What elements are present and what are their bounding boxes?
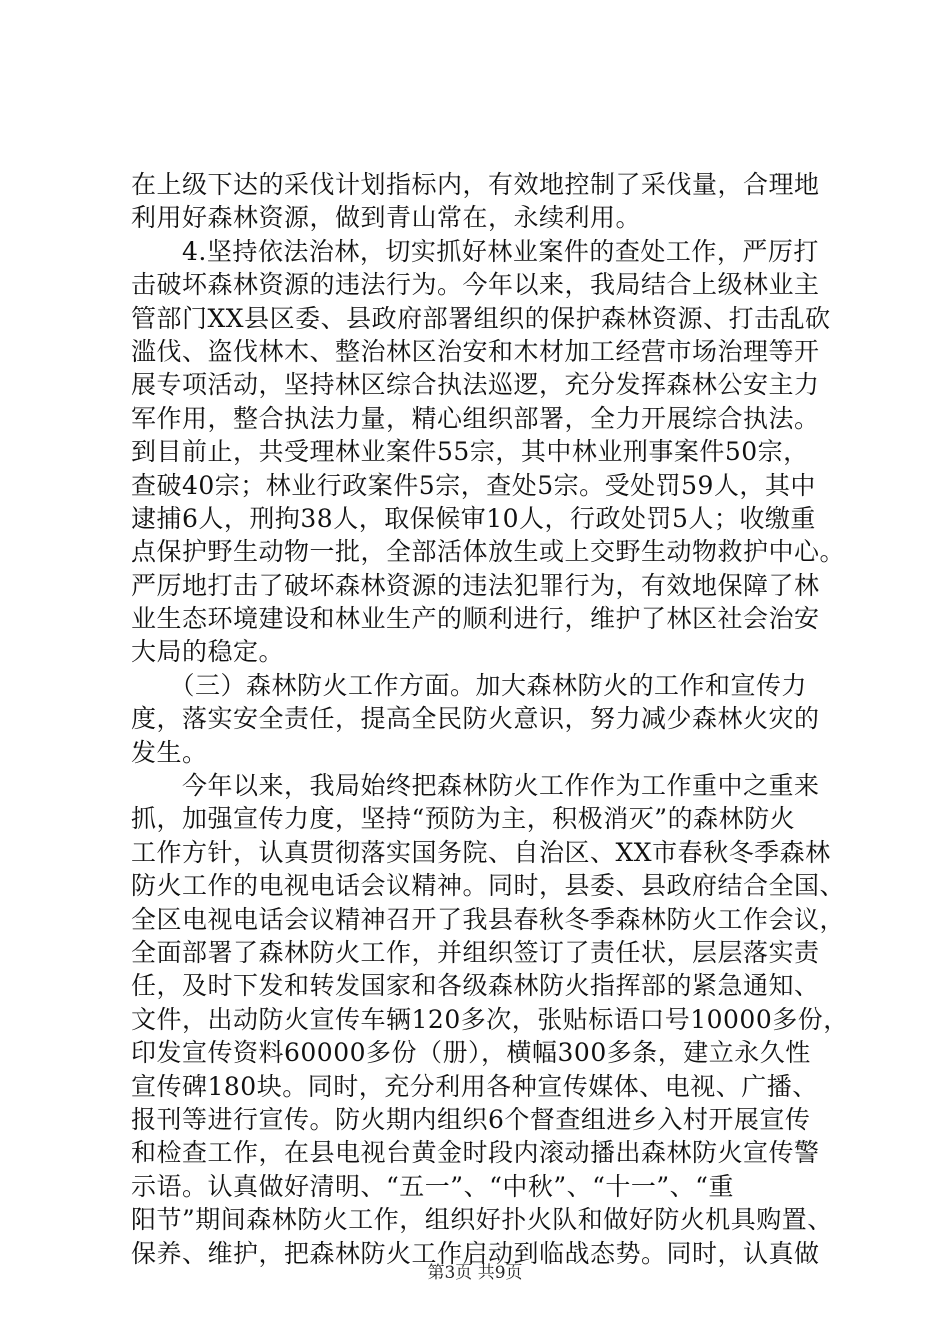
text-line: 大局的稳定。 [131,637,285,667]
text-line: 印发宣传资料60000多份（册），横幅300多条，建立永久性 [131,1038,811,1068]
text-line: 任，及时下发和转发国家和各级森林防火指挥部的紧急通知、 [131,971,820,1001]
text-line: 击破坏森林资源的违法行为。今年以来，我局结合上级林业主 [131,270,820,300]
text-line: 利用好森林资源，做到青山常在，永续利用。 [131,203,642,233]
page-footer [0,1262,950,1284]
text-line: 工作方针，认真贯彻落实国务院、自治区、XX市春秋冬季森林 [131,837,831,867]
text-line: 度，落实安全责任，提高全民防火意识，努力减少森林火灾的 [131,704,820,734]
text-line: 逮捕6人，刑拘38人，取保候审10人，行政处罚5人；收缴重 [131,503,816,533]
text-line: 抓，加强宣传力度，坚持“预防为主，积极消灭”的森林防火 [131,804,796,834]
text-line: 和检查工作，在县电视台黄金时段内滚动播出森林防火宣传警 [131,1138,820,1168]
text-line: 业生态环境建设和林业生产的顺利进行，维护了林区社会治安 [131,604,820,634]
text-line: 发生。 [131,737,208,767]
text-line: 全面部署了森林防火工作，并组织签订了责任状，层层落实责 [131,937,820,967]
text-line: 示语。认真做好清明、“五一”、“中秋”、“十一”、“重 [131,1171,734,1201]
text-line: 文件，出动防火宣传车辆120多次，张贴标语口号10000多份， [131,1004,849,1034]
text-line: 在上级下达的采伐计划指标内，有效地控制了采伐量，合理地 [131,170,820,199]
text-line: 保养、维护，把森林防火工作启动到临战态势。同时，认真做 [131,1238,820,1268]
text-line: 滥伐、盗伐林木、整治林区治安和木材加工经营市场治理等开 [131,336,820,366]
document-body [131,168,849,1270]
text-line: 今年以来，我局始终把森林防火工作作为工作重中之重来 [131,771,820,801]
text-line: （三）森林防火工作方面。加大森林防火的工作和宣传力 [131,670,808,700]
text-line: 全区电视电话会议精神召开了我县春秋冬季森林防火工作会议， [131,904,846,934]
text-line: 宣传碑180块。同时，充分利用各种宣传媒体、电视、广播、 [131,1071,818,1101]
text-line: 展专项活动，坚持林区综合执法巡逻，充分发挥森林公安主力 [131,370,820,400]
text-line: 报刊等进行宣传。防火期内组织6个督查组进乡入村开展宣传 [131,1104,811,1134]
text-line: 点保护野生动物一批，全部活体放生或上交野生动物救护中心。 [131,537,846,567]
text-line: 4.坚持依法治林，切实抓好林业案件的查处工作，严厉打 [131,236,819,266]
text-line: 军作用，整合执法力量，精心组织部署，全力开展综合执法。 [131,403,820,433]
page-number: 第3页 共9页 [427,1263,523,1283]
text-line: 查破40宗；林业行政案件5宗，查处5宗。受处罚59人，其中 [131,470,816,500]
text-line: 防火工作的电视电话会议精神。同时，县委、县政府结合全国、 [131,871,846,901]
text-line: 管部门XX县区委、县政府部署组织的保护森林资源、打击乱砍 [131,303,831,333]
text-line: 严厉地打击了破坏森林资源的违法犯罪行为，有效地保障了林 [131,570,820,600]
text-line: 阳节”期间森林防火工作，组织好扑火队和做好防火机具购置、 [131,1205,833,1235]
text-line: 到目前止，共受理林业案件55宗，其中林业刑事案件50宗， [131,437,809,467]
